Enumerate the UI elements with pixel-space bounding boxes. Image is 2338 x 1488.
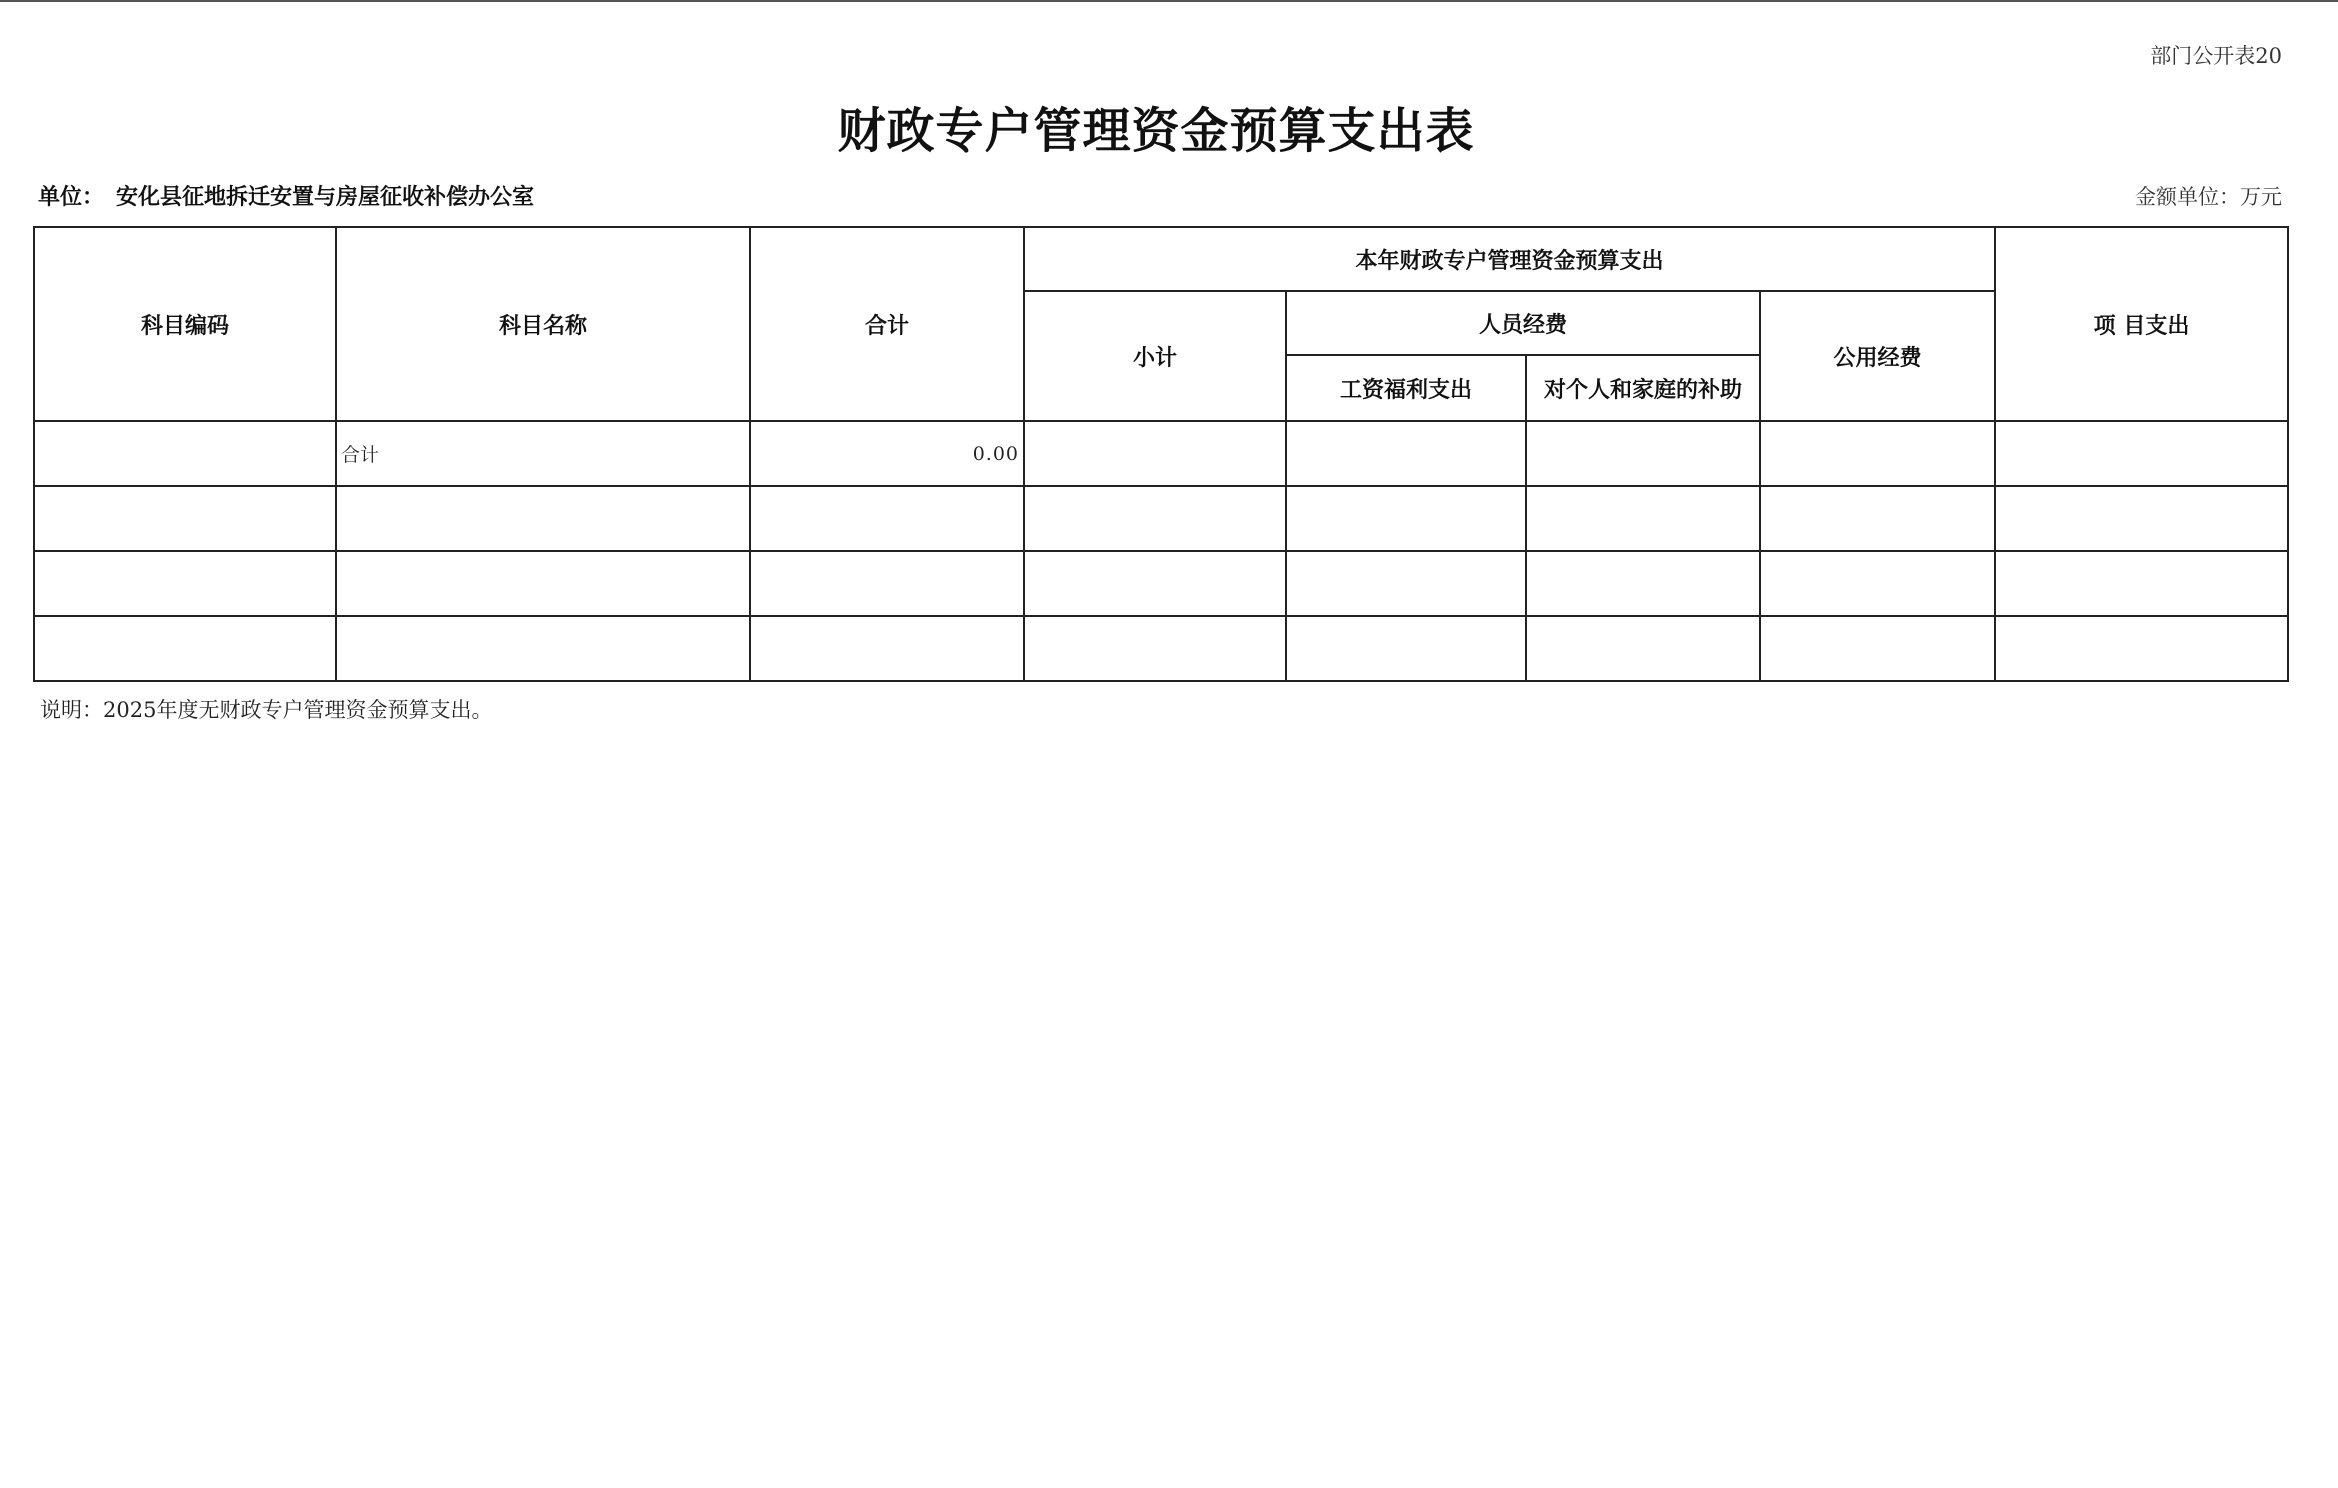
budget-table [33,226,2289,682]
cell-public [1760,421,1995,486]
cell-code [34,551,336,616]
header-group: 本年财政专户管理资金预算支出 [1024,227,1995,291]
cell-name: 合计 [336,421,750,486]
cell-total: 0.00 [750,421,1024,486]
page-top-border [0,0,2338,2]
header-salary: 工资福利支出 [1286,355,1526,421]
cell-name [336,616,750,681]
cell-project [1995,421,2288,486]
cell-salary [1286,551,1526,616]
cell-total [750,486,1024,551]
unit-line [38,180,534,211]
table-row [34,421,2288,486]
cell-subtotal [1024,486,1286,551]
cell-subtotal [1024,421,1286,486]
cell-code [34,616,336,681]
cell-public [1760,616,1995,681]
cell-public [1760,551,1995,616]
header-row-1 [34,227,2288,291]
money-unit: 金额单位：万元 [2135,185,2282,209]
cell-public [1760,486,1995,551]
cell-project [1995,616,2288,681]
cell-subtotal [1024,616,1286,681]
cell-code [34,421,336,486]
cell-subtotal [1024,551,1286,616]
cell-total [750,551,1024,616]
table-row [34,486,2288,551]
form-code: 部门公开表20 [2150,44,2282,68]
table-row [34,616,2288,681]
page-title: 财政专户管理资金预算支出表 [837,103,1475,159]
header-project: 项 目支出 [1995,227,2288,421]
header-personnel: 人员经费 [1286,291,1760,355]
cell-subsidy [1526,421,1760,486]
header-subsidy: 对个人和家庭的补助 [1526,355,1760,421]
footnote: 说明：2025年度无财政专户管理资金预算支出。 [40,698,493,722]
cell-subsidy [1526,551,1760,616]
cell-subsidy [1526,616,1760,681]
cell-subsidy [1526,486,1760,551]
cell-name [336,486,750,551]
cell-salary [1286,486,1526,551]
header-code: 科目编码 [34,227,336,421]
cell-project [1995,486,2288,551]
unit-label: 单位： [38,185,105,210]
cell-total [750,616,1024,681]
table-row [34,551,2288,616]
header-name: 科目名称 [336,227,750,421]
header-total: 合计 [750,227,1024,421]
header-public: 公用经费 [1760,291,1995,421]
unit-name: 安化县征地拆迁安置与房屋征收补偿办公室 [116,185,535,210]
cell-salary [1286,421,1526,486]
cell-salary [1286,616,1526,681]
cell-project [1995,551,2288,616]
cell-name [336,551,750,616]
header-subtotal: 小计 [1024,291,1286,421]
cell-code [34,486,336,551]
